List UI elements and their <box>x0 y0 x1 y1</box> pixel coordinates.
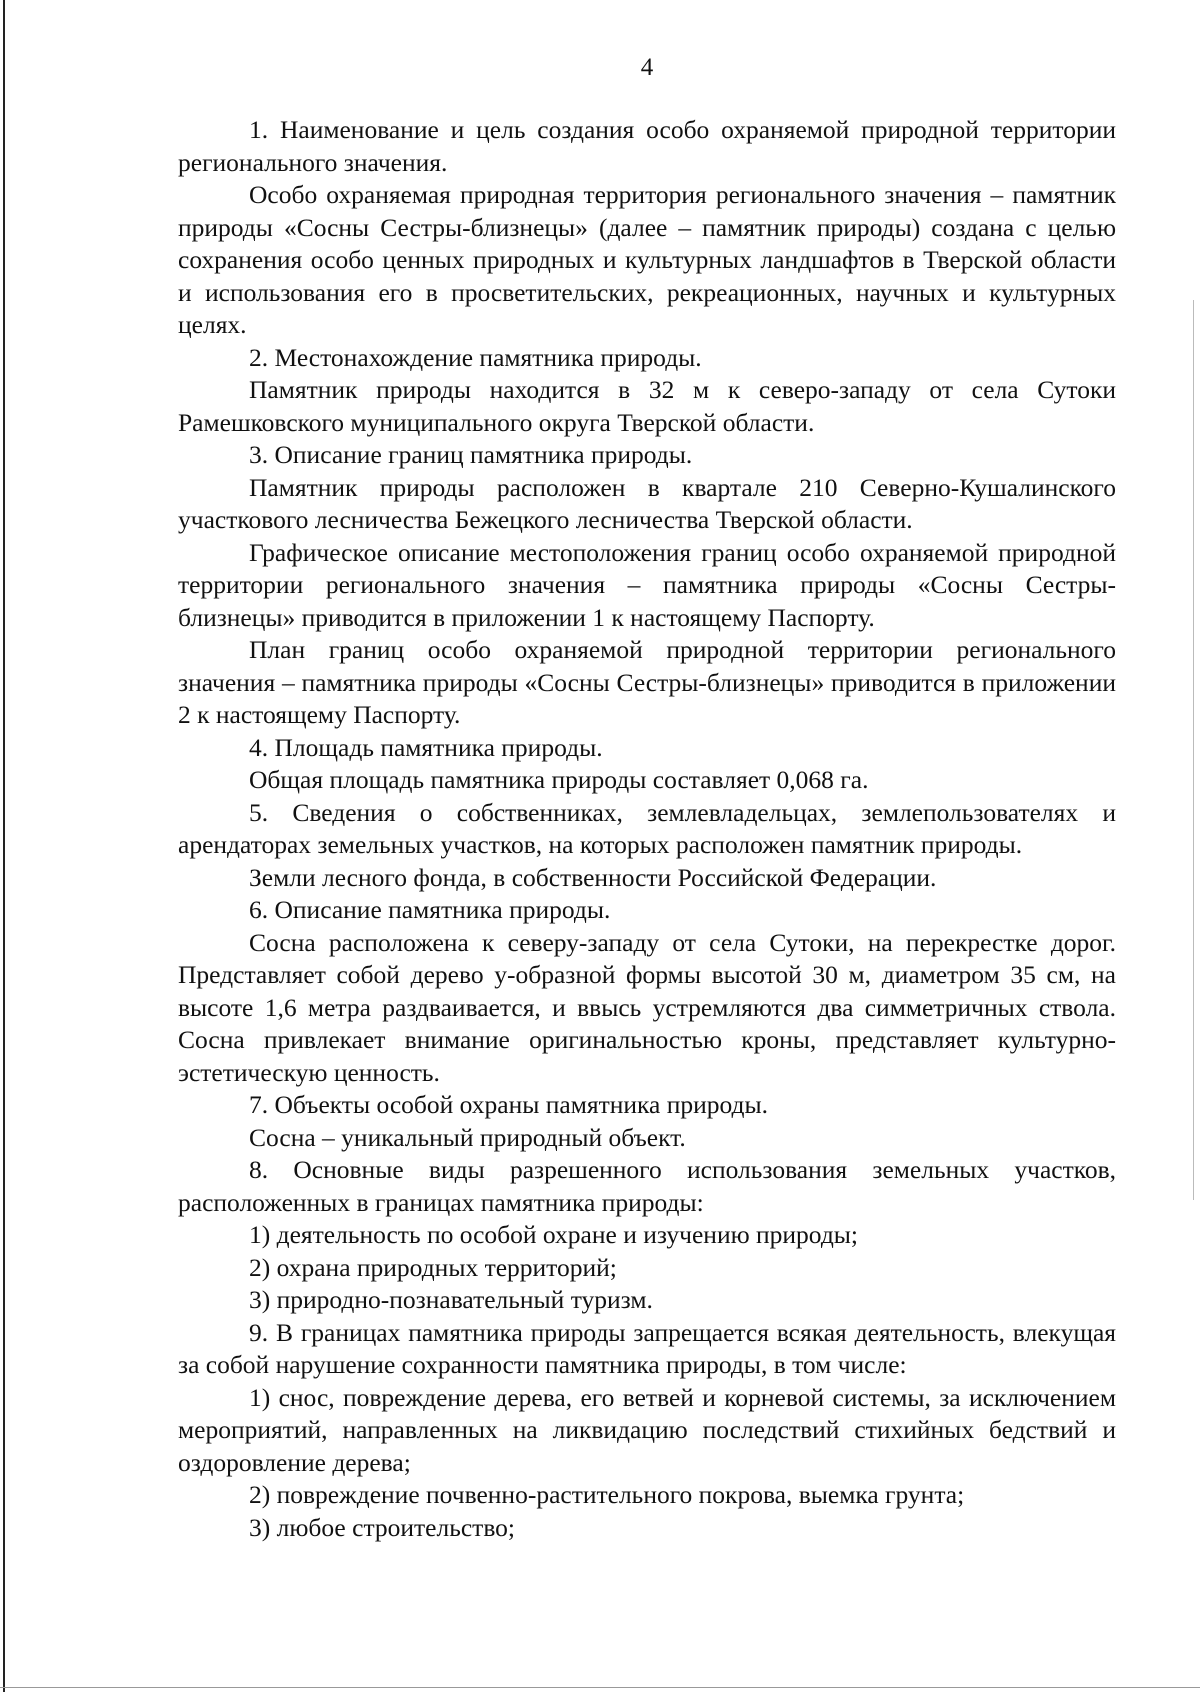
paragraph-3: 2. Местонахождение памятника природы. <box>249 342 702 372</box>
paragraph-8: План границ особо охраняемой природной территории регионального значения – памятника природы «Сосны Сестры-близнецы» приводится в приложении 2 к настоящему Паспорту. <box>178 635 1116 729</box>
scan-edge-right <box>1193 300 1194 1200</box>
paragraph-14: Сосна расположена к северу-западу от села Сутоки, на перекрестке дорог. Представляет собой дерево у-образной формы высотой 30 м, диаметром 35 см, на высоте 1,6 метра раздваивается, и ввысь устремляются два симметричных ствола. Сосна привлекает внимание оригинальностью кроны, представляет культурно-эстетическую ценность. <box>178 927 1116 1087</box>
paragraph-4: Памятник природы находится в 32 м к северо-западу от села Сутоки Рамешковского муниципального округа Тверской области. <box>178 375 1116 437</box>
scan-edge-bottom <box>0 1687 1200 1688</box>
paragraph-16: Сосна – уникальный природный объект. <box>249 1122 686 1152</box>
page-number: 4 <box>640 54 654 81</box>
paragraph-5: 3. Описание границ памятника природы. <box>249 440 693 469</box>
document-body <box>178 114 1116 1544</box>
paragraph-11: 5. Сведения о собственниках, землевладельцах, землепользователях и арендаторах земельных участков, на которых расположен памятник природы. <box>178 797 1116 859</box>
paragraph-12: Земли лесного фонда, в собственности Российской Федерации. <box>249 862 937 892</box>
paragraph-17: 8. Основные виды разрешенного использования земельных участков, расположенных в границах памятника природы: <box>178 1155 1116 1217</box>
paragraph-24: 3) любое строительство; <box>249 1512 516 1542</box>
scan-edge-left <box>3 0 5 1692</box>
paragraph-18: 1) деятельность по особой охране и изучению природы; <box>249 1220 859 1249</box>
paragraph-13: 6. Описание памятника природы. <box>249 895 611 924</box>
paragraph-6: Памятник природы расположен в квартале 210 Северно-Кушалинского участкового лесничества Бежецкого лесничества Тверской области. <box>178 472 1116 534</box>
paragraph-2: Особо охраняемая природная территория регионального значения – памятник природы «Сосны Сестры-близнецы» (далее – памятник природы) создана с целью сохранения особо ценных природных и культурных ландшафтов в Тверской области и использования его в просветительских, рекреационных, научных и культурных целях. <box>178 180 1116 339</box>
paragraph-20: 3) природно-познавательный туризм. <box>249 1285 653 1314</box>
paragraph-21: 9. В границах памятника природы запрещается всякая деятельность, влекущая за собой нарушение сохранности памятника природы, в том числе: <box>178 1317 1116 1379</box>
paragraph-7: Графическое описание местоположения границ особо охраняемой природной территории регионального значения – памятника природы «Сосны Сестры-близнецы» приводится в приложении 1 к настоящему Паспорту. <box>178 537 1116 632</box>
paragraph-15: 7. Объекты особой охраны памятника природы. <box>249 1090 769 1119</box>
paragraph-10: Общая площадь памятника природы составляет 0,068 га. <box>249 765 869 794</box>
paragraph-19: 2) охрана природных территорий; <box>249 1252 617 1282</box>
paragraph-23: 2) повреждение почвенно-растительного покрова, выемка грунта; <box>249 1480 965 1509</box>
paragraph-22: 1) снос, повреждение дерева, его ветвей и корневой системы, за исключением мероприятий, направленных на ликвидацию последствий стихийных бедствий и оздоровление дерева; <box>178 1382 1116 1477</box>
paragraph-1: 1. Наименование и цель создания особо охраняемой природной территории регионального значения. <box>178 115 1116 177</box>
paragraph-9: 4. Площадь памятника природы. <box>249 732 603 762</box>
